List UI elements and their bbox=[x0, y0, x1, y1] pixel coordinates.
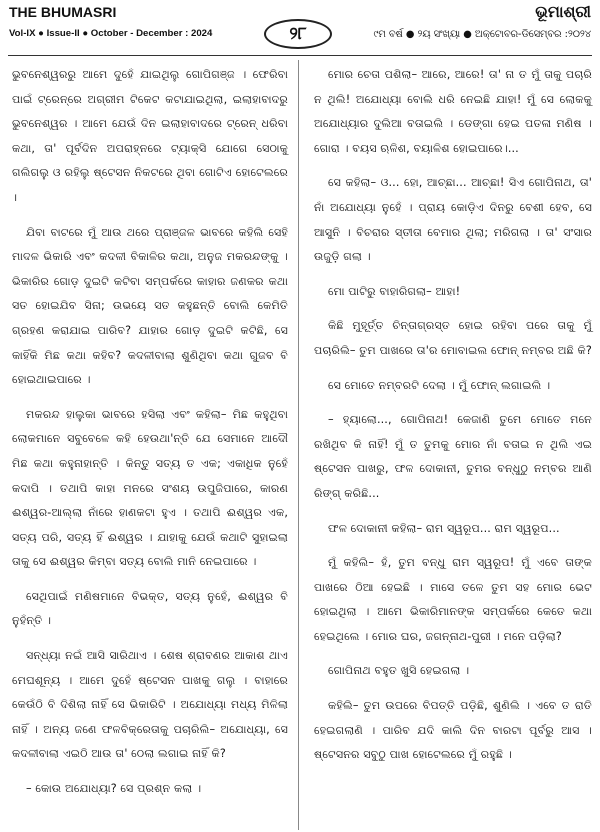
odia-issue-line: ୯ମ ବର୍ଷ ● ୨ୟ ସଂଖ୍ୟା ● ଅକ୍ଟୋବର-ଡିସେମ୍ବର :୨୦୨୪ bbox=[373, 29, 591, 40]
paragraph: ସନ୍ଧ୍ୟା ନଇଁ ଆସି ସାରିଥାଏ । ଶେଷ ଶ୍ରାବଣର ଆକାଶ ଥାଏ ମେଘଶୂନ୍ୟ । ଆମେ ଦୁହେଁ ଷ୍ଟେସନ ପାଖକୁ ଗଲୁ । ବାହାରେ କେଉଁଠି ବି ଦିଶିଲା ନାହିଁ ସେ ଭିକାରିଟି । ଅଯୋଧ୍ୟା ମଧ୍ୟ ମିଳିଲା ନାହିଁ । ଅନ୍ୟ ଜଣେ ଫଳବିକ୍ରେତାକୁ ପଚାରିଲି– ଅଯୋଧ୍ୟା, ସେ କଦଳୀବାଲା ଏଇଠି ଆଉ ତା' ଠେଲା ଲଗାଇ ନାହିଁ କି? bbox=[12, 649, 288, 761]
paragraph: ଭୁବନେଶ୍ୱରରୁ ଆମେ ଦୁହେଁ ଯାଇଥିଲୁ ଗୋପିଗଞ୍ଜ । ଫେରିବା ପାଇଁ ଟ୍ରେନ୍‌ରେ ଅଗ୍ରୀମ ଟିକେଟ କଟାଯାଇଥିଲା, ଇଲାହାବାଦରୁ ଭୁବନେଶ୍ୱର । ଆମେ ଯେଉଁ ଦିନ ଇଲାହାବାଦରେ ଟ୍ରେନ୍ ଧରିବା କଥା, ତା' ପୂର୍ବଦିନ ଅପରାହ୍ନରେ ଟ୍ୟାକ୍ସି ଯୋଗେ ସେଠାକୁ ଗଲିଗଲୁ ଓ ରହିଲୁ ଷ୍ଟେସନ ନିକଟରେ ଥିବା ଗୋଟିଏ ହୋଟେଲରେ । bbox=[12, 68, 288, 204]
paragraph: ସେଥିପାଇଁ ମଣିଷମାନେ ବିଭକ୍ତ, ସତ୍ୟ ନୁହେଁ, ଈଶ୍ୱର ବି ନୁହଁନ୍ତି । bbox=[12, 589, 288, 628]
paragraph: ମୋ ପାଟିରୁ ବାହାରିଗଲା– ଆହା! bbox=[328, 284, 461, 298]
paragraph: ସେ କହିଲା– ଓ... ହୋ, ଆଚ୍ଛା... ଆଚ୍ଛା! ସିଏ ଗୋପିନାଥ, ତା' ନାଁ ଅଯୋଧ୍ୟା ନୁହେଁ । ପ୍ରାୟ କୋଡ଼ିଏ ଦିନରୁ ବେଶୀ ହେବ, ସେ ଆସୁନି । ବିଚରାର ସ୍ତୀତା ବେମାର ଥିଲା; ମରିଗଲା । ତା' ସଂସାର ଉଜୁଡ଼ି ଗଲା । bbox=[314, 176, 592, 264]
paragraph: – ହ୍ୟାଲୋ..., ଗୋପିନାଥ! କେଜାଣି ତୁମେ ମୋତେ ମନେ ରଖିଥିବ କି ନାହିଁ! ମୁଁ ତ ତୁମକୁ ମୋର ନାଁ ବତାଇ ନ ଥିଲି ଏଇ ଷ୍ଟେସନ ପାଖରୁ, ଫଳ ଦୋକାନୀ, ତୁମର ବନ୍ଧୁଠୁ ନମ୍ବର ଆଣି ରିଙ୍ଗ୍ କରିଛି... bbox=[314, 413, 592, 500]
paragraph: ମୁଁ କହିଲି– ହଁ, ତୁମ ବନ୍ଧୁ ରାମ ସ୍ୱରୂପ! ମୁଁ ଏବେ ତାଙ୍କ ପାଖରେ ଠିଆ ହେଇଛି । ମାସେ ତଳେ ତୁମ ସହ ମୋର ଭେଟ ହୋଇଥିଲା । ଆମେ ଭିକାରିମାନଙ୍କ ସମ୍ପର୍କରେ କେତେ କଥା ହେଇଥିଲେ । ମୋର ଘର, ଜଗନ୍ନାଥ-ପୁରୀ । ମନେ ପଡ଼ିଲା? bbox=[314, 556, 592, 643]
paragraph: ସେ ମୋତେ ନମ୍ବରଟି ଦେଲା । ମୁଁ ଫୋନ୍ ଲଗାଇଲି । bbox=[328, 378, 551, 392]
paragraph: କିଛି ମୁହୂର୍ତ୍ତ ଚିନ୍ତାଗ୍ରସ୍ତ ହୋଇ ରହିବା ପରେ ତାକୁ ମୁଁ ପଚାରିଲି– ତୁମ ପାଖରେ ତା'ର ମୋବାଇଲ ଫୋନ୍ ନମ୍ବର ଅଛି କି? bbox=[314, 319, 592, 357]
column-divider bbox=[298, 60, 299, 830]
page-number: ୨୮ bbox=[264, 19, 332, 49]
odia-magazine-title: ଭୂମାଶ୍ରୀ bbox=[535, 2, 591, 21]
left-column bbox=[12, 63, 288, 812]
header-rule bbox=[8, 55, 592, 56]
issue-line: Vol-IX ● Issue-II ● October - December : 2024 bbox=[9, 28, 213, 39]
paragraph: ମୋର ଚେତା ପଶିଲା– ଆରେ, ଆରେ! ତା' ନା ତ ମୁଁ ତାକୁ ପଚାରି ନ ଥିଲି! ଅଯୋଧ୍ୟା ବୋଲି ଧରି ନେଇଛି ଯାହା! ମୁଁ ସେ ଲୋକକୁ ଅଯୋଧ୍ୟାର ଦୁଲିଆ ବତାଇଲି । ଡେଙ୍ଗା ହେଇ ପତଳା ମଣିଷ । ଗୋରା । ବୟସ ଋଳିଶ, ବୟାଳିଶ ହୋଇପାରେ।... bbox=[314, 68, 592, 155]
paragraph: ମକରନ୍ଦ ହାଲୁକା ଭାବରେ ହସିଲା ଏବଂ କହିଲା– ମିଛ କହୁଥିବା ଲୋକମାନେ ସବୁବେଳେ କହି ହେଉଥା'ନ୍ତି ଯେ ସେମାନେ ଆଦୌ ମିଛ କଥା କହୁନାହାନ୍ତି । କିନ୍ତୁ ସତ୍ୟ ତ ଏକ; ଏକାଧିକ ନୁହେଁ କଦାପି । ତଥାପି କାହା ମନରେ ସଂଶୟ ଉପୁଜିପାରେ, କାରଣ ଈଶ୍ୱର-ଆଲ୍ଲା ନାଁରେ ହାଣକଟା ହୁଏ । ତଥାପି ଈଶ୍ୱର ଏକ, ସତ୍ୟ ପରି, ସତ୍ୟ ହିଁ ଈଶ୍ୱର । ଯାହାକୁ ଯେଉଁ କଥାଟି ସୁହାଇଲା ତାକୁ ସେ ଈଶ୍ୱର କିମ୍ବା ସତ୍ୟ ବୋଲି ମାନି ନେଇପାରେ । bbox=[12, 407, 288, 569]
paragraph: କହିଲି– ତୁମ ଉପରେ ବିପତ୍ତି ପଡ଼ିଛି, ଶୁଣିଲି । ଏବେ ତ ରାତି ହେଇଗଲାଣି । ପାରିବ ଯଦି କାଲି ଦିନ ବାରଟା ପୂର୍ବରୁ ଆସ । ଷ୍ଟେସନର ସବୁଠୁ ପାଖ ହୋଟେଲରେ ମୁଁ ରହୁଛି । bbox=[314, 699, 592, 762]
paragraph: ଫଳ ଦୋକାନୀ କହିଲା– ରାମ ସ୍ୱରୂପ... ରାମ ସ୍ୱରୂପ... bbox=[328, 521, 560, 535]
magazine-name: THE BHUMASRI bbox=[9, 4, 117, 20]
paragraph: ଯିବା ବାଟରେ ମୁଁ ଆଉ ଥରେ ପ୍ରାଞ୍ଜଳ ଭାବରେ କହିଲି ସେହି ମାଦଳ ଭିକାରି ଏବଂ କଦଳୀ ବିକାଳିର କଥା, ଅନୁଜ ମକରନ୍ଦଙ୍କୁ । ଭିକାରିର ଗୋଡ଼ ଦୁଇଟି କଟିବା ସମ୍ପର୍କରେ କାହାର ଜଣକର କଥା ସତ ହୋଇଯିବ ସିନା; ଉଭୟେ ସତ କହୁଛନ୍ତି ବୋଲି କେମିତି ଗ୍ରହଣ କରାଯାଇ ପାରିବ? ଯାହାର ଗୋଡ଼ ଦୁଇଟି କଟିଛି, ସେ କାହିଁକି ମିଛ କଥା କହିବ? କଦଳୀବାଲା ଶୁଣିଥିବା କଥା ଗୁଜବ ବି ହୋଇଥାଇପାରେ । bbox=[12, 225, 288, 387]
paragraph: – କୋଉ ଅଯୋଧ୍ୟା? ସେ ପ୍ରଶ୍ନ କଲା । bbox=[26, 782, 202, 796]
paragraph: ଗୋପିନାଥ ବହୁତ ଖୁସି ହେଇଗଲା । bbox=[328, 664, 470, 678]
right-column bbox=[314, 63, 592, 778]
page-header bbox=[0, 0, 600, 58]
